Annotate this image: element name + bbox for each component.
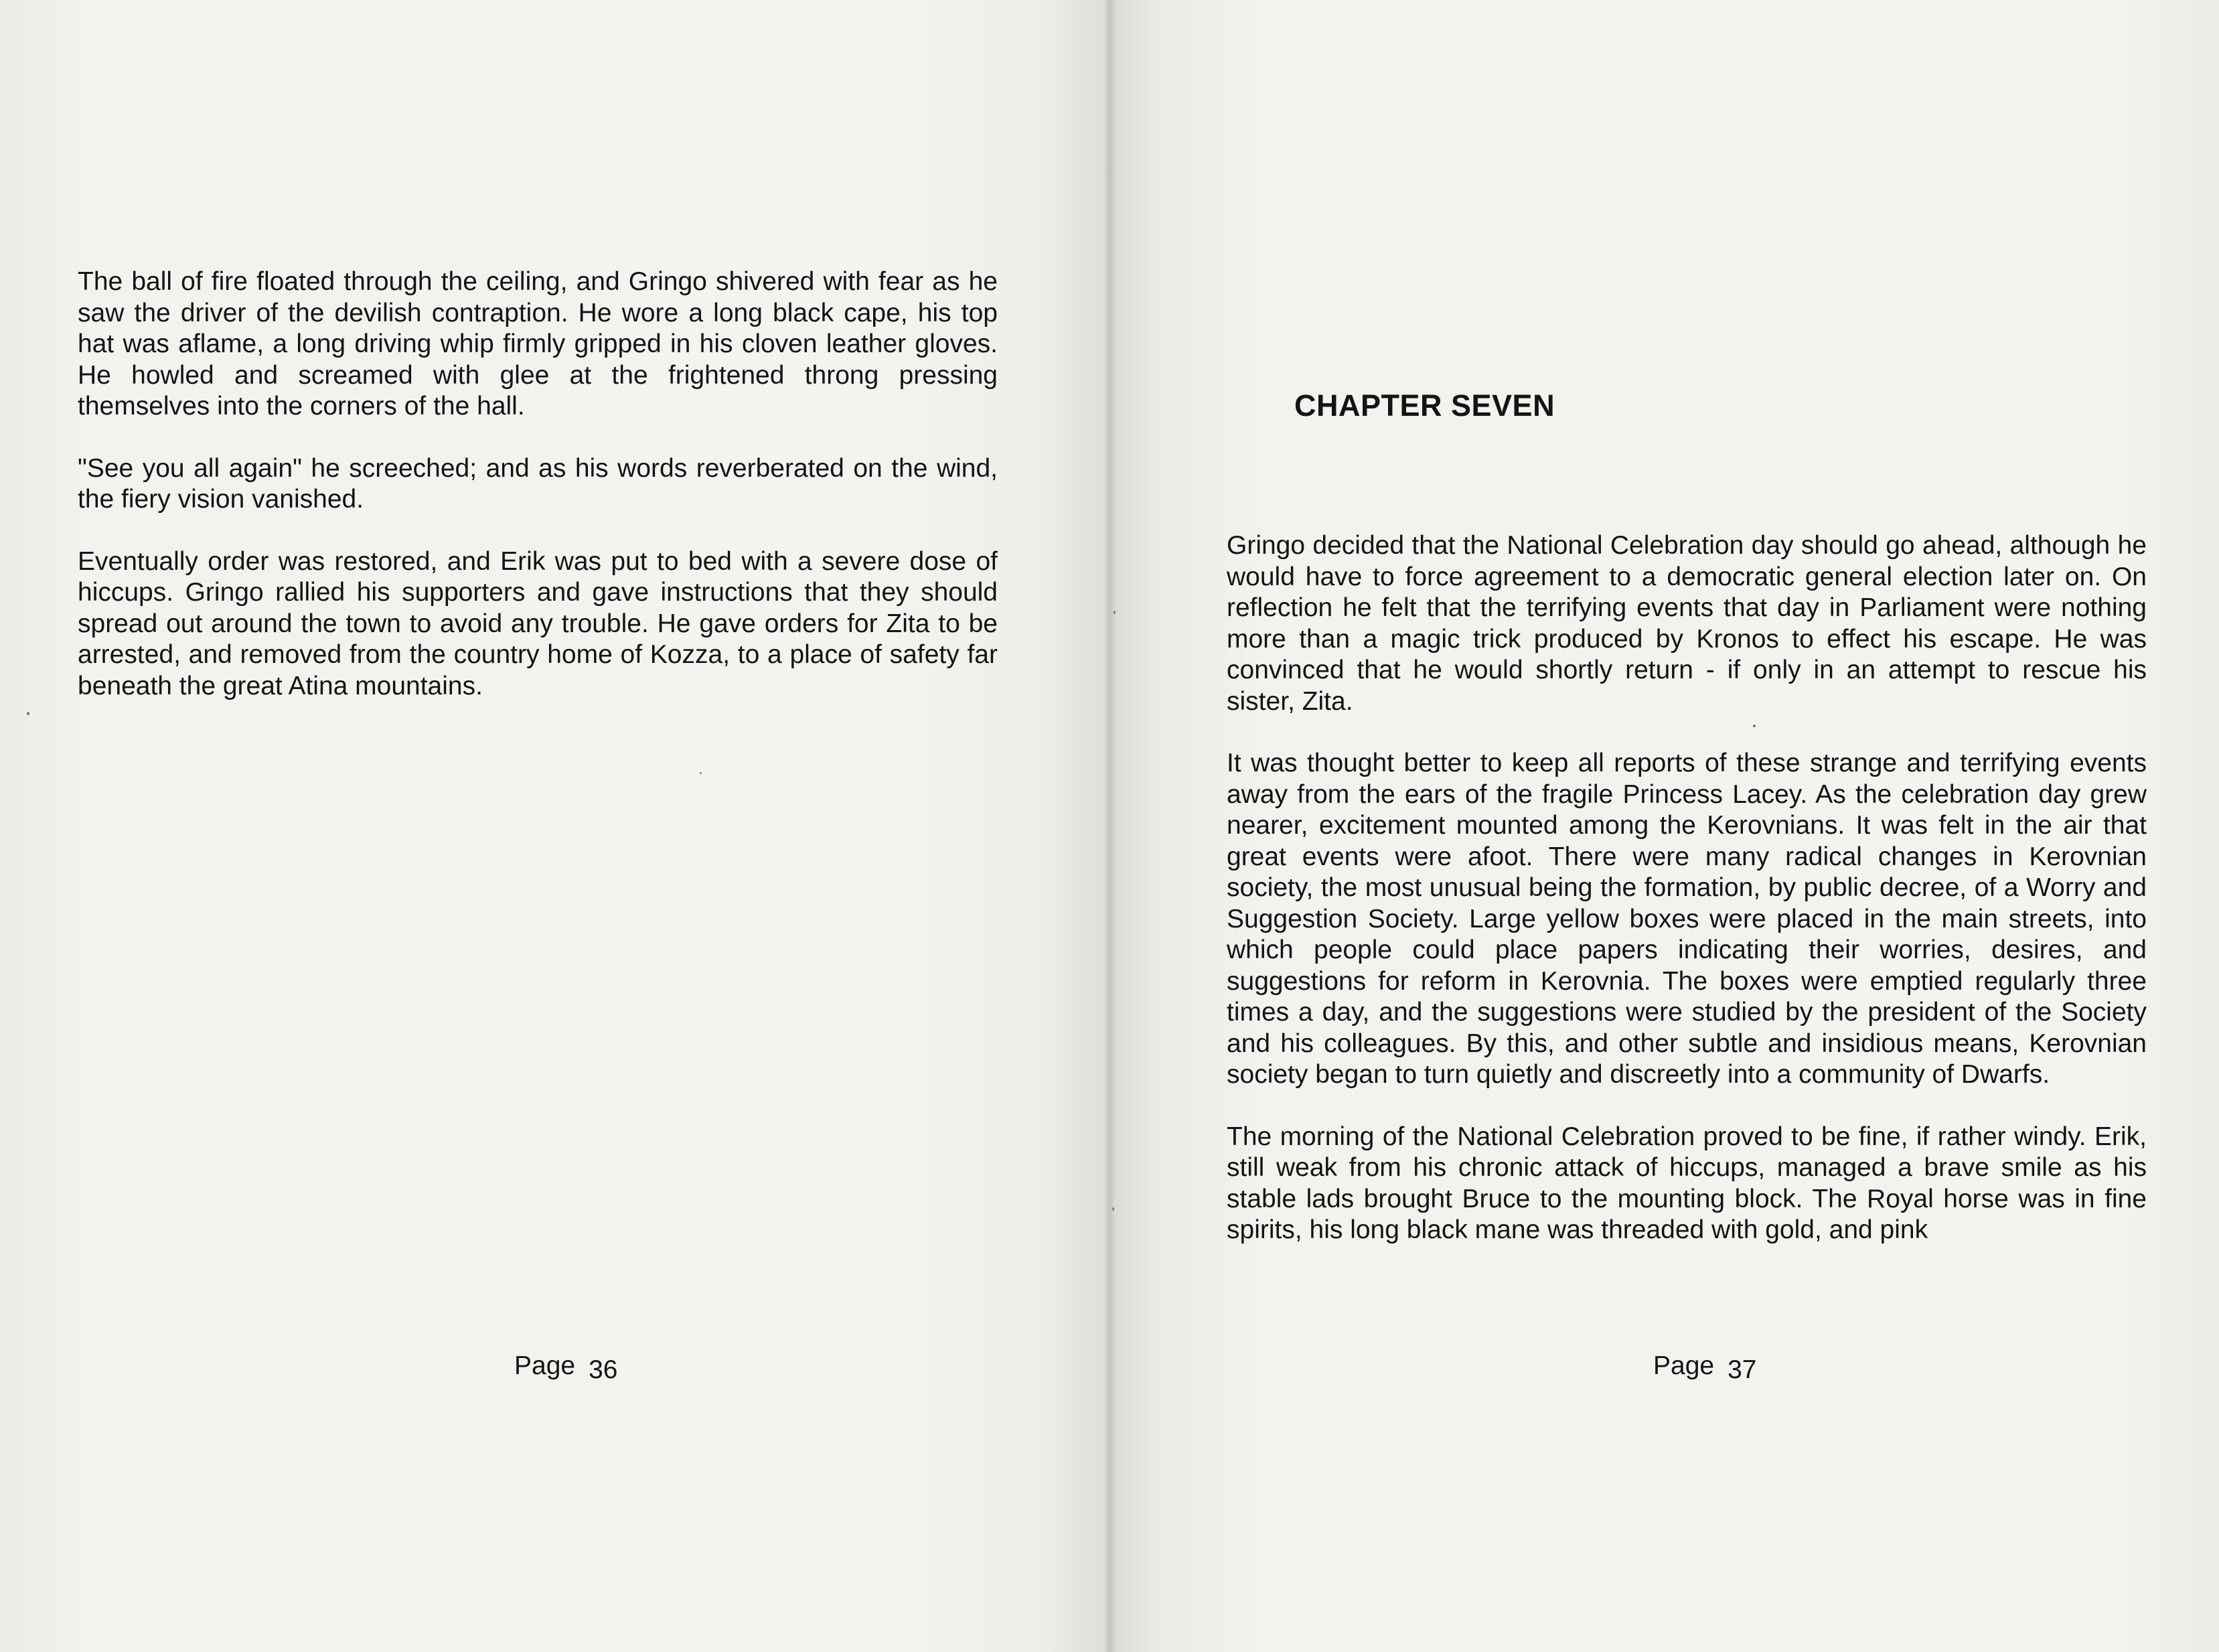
book-gutter <box>1103 0 1116 1652</box>
left-paragraph-3: Eventually order was restored, and Erik was put to bed with a severe dose of hiccups. Gringo rallied his supporters and gave instructions that they should spread out around the town to avoid any trouble. He gave orders for Zita to be arrested, and removed from the country home of Kozza, to a place of safety far beneath the great Atina mountains. <box>78 546 998 700</box>
right-page-number-value: 37 <box>1728 1355 1757 1384</box>
right-page-number <box>1653 1351 1757 1384</box>
left-page-number-value: 36 <box>589 1355 618 1384</box>
left-page-number <box>514 1351 618 1384</box>
right-page <box>1110 0 2219 1652</box>
left-paragraph-2: "See you all again" he screeched; and as his words reverberated on the wind, the fiery vision vanished. <box>78 453 998 514</box>
right-page-body <box>1227 530 2147 1277</box>
chapter-title: CHAPTER SEVEN <box>1294 388 1555 423</box>
right-paragraph-2: It was thought better to keep all reports of these strange and terrifying events away from the ears of the fragile Princess Lacey. As the celebration day grew nearer, excitement mounted among the Kerovnians. It was felt in the air that great events were afoot. There were many radical changes in Kerovnian society, the most unusual being the formation, by public decree, of a Worry and Suggestion Society. Large yellow boxes were placed in the main streets, into which people could place papers indicating their worries, desires, and suggestions for reform in Kerovnia. The boxes were emptied regularly three times a day, and the suggestions were studied by the president of the Society and his colleagues. By this, and other subtle and insidious means, Kerovnian society began to turn quietly and discreetly into a community of Dwarfs. <box>1227 749 2147 1089</box>
right-page-label: Page <box>1653 1351 1715 1380</box>
right-paragraph-3: The morning of the National Celebration proved to be fine, if rather windy. Erik, still weak from his chronic attack of hiccups, managed a brave smile as his stable lads brought Bruce to the mounting block. The Royal horse was in fine spirits, his long black mane was threaded with gold, and pink <box>1227 1122 2147 1244</box>
left-paragraph-1: The ball of fire floated through the ceiling, and Gringo shivered with fear as he saw the driver of the devilish contraption. He wore a long black cape, his top hat was aflame, a long driving whip firmly gripped in his cloven leather gloves. He howled and screamed with glee at the frightened throng pressing themselves into the corners of the hall. <box>78 267 998 421</box>
paper-speck <box>1753 725 1756 727</box>
right-paragraph-1: Gringo decided that the National Celebration day should go ahead, although he would have to force agreement to a democratic general election later on. On reflection he felt that the terrifying events that day in Parliament were nothing more than a magic trick produced by Kronos to effect his escape. He was convinced that he would shortly return - if only in an attempt to rescue his sister, Zita. <box>1227 531 2147 716</box>
paper-speck <box>27 712 29 715</box>
left-page-body <box>78 267 998 733</box>
left-page-label: Page <box>514 1351 576 1380</box>
paper-speck <box>700 772 702 774</box>
